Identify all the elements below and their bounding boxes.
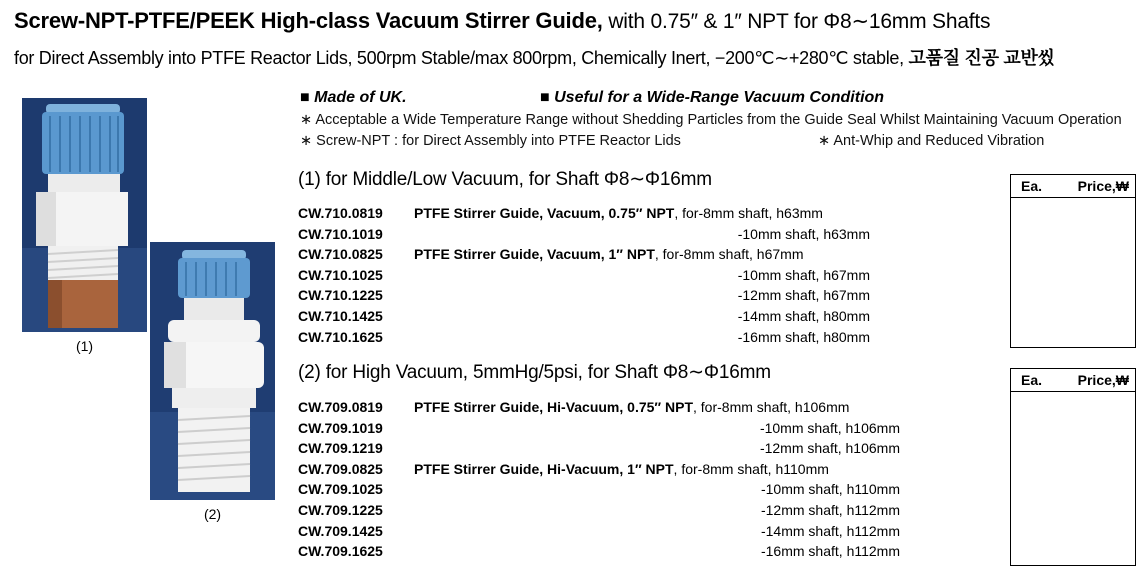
product-code: CW.710.1625 xyxy=(298,328,383,345)
product-description: -10mm shaft, h106mm xyxy=(759,419,900,436)
product-description: -14mm shaft, h112mm xyxy=(760,522,900,539)
feature-made-in-uk: ■ Made of UK. xyxy=(300,89,407,106)
product-code: CW.709.1019 xyxy=(298,419,383,436)
product-code: CW.710.0825 xyxy=(298,246,383,263)
product-description: -10mm shaft, h67mm xyxy=(737,266,870,283)
product-description: -12mm shaft, h67mm xyxy=(737,287,870,304)
product-code: CW.710.1025 xyxy=(298,266,383,283)
product-description: -14mm shaft, h80mm xyxy=(737,308,870,324)
subtitle-korean: 고품질 진공 교반씼 xyxy=(908,48,1055,68)
stirrer-guide-2-image xyxy=(150,242,275,500)
product-description xyxy=(414,397,849,417)
feature-vacuum-range: ■ Useful for a Wide-Range Vacuum Condition xyxy=(540,89,885,106)
page-subtitle xyxy=(14,44,1055,70)
product-code: CW.709.1219 xyxy=(298,440,383,457)
section-1-heading: (1) for Middle/Low Vacuum, for Shaft Φ8∼Φ16mm xyxy=(298,169,712,190)
product-spec: , for-8mm shaft, h67mm xyxy=(654,246,804,263)
product-description: -10mm shaft, h63mm xyxy=(737,225,870,242)
ea-header: Ea. xyxy=(1021,372,1043,388)
product-name: PTFE Stirrer Guide, Hi-Vacuum, 1″ NPT xyxy=(414,460,674,477)
product-name: PTFE Stirrer Guide, Hi-Vacuum, 0.75″ NPT xyxy=(414,399,694,415)
note-anti-whip: ∗ Ant-Whip and Reduced Vibration xyxy=(818,133,1045,149)
product-code: CW.710.1225 xyxy=(298,287,383,304)
subtitle-text: for Direct Assembly into PTFE Reactor Lids, 500rpm Stable/max 800rpm, Chemically Inert, −200℃∼+280℃ stable, xyxy=(14,48,904,68)
product-description: -16mm shaft, h80mm xyxy=(737,328,870,345)
title-main: Screw-NPT-PTFE/PEEK High-class Vacuum Stirrer Guide, xyxy=(14,8,603,33)
product-name: PTFE Stirrer Guide, Vacuum, 1″ NPT xyxy=(414,246,655,263)
product-code: CW.709.1025 xyxy=(298,481,383,498)
title-tail: with 0.75″ & 1″ NPT for Φ8∼16mm Shafts xyxy=(608,10,991,33)
product-code: CW.710.1425 xyxy=(298,308,383,324)
price-header: Price,₩ xyxy=(1077,372,1129,388)
product-name: PTFE Stirrer Guide, Vacuum, 0.75″ NPT xyxy=(414,205,675,221)
product-spec: , for-8mm shaft, h63mm xyxy=(674,205,823,221)
product-code: CW.710.1019 xyxy=(298,225,383,242)
product-code: CW.709.1425 xyxy=(298,522,383,539)
section-2-heading: (2) for High Vacuum, 5mmHg/5psi, for Shaft Φ8∼Φ16mm xyxy=(298,362,771,383)
product-description xyxy=(414,244,803,264)
section-2-price-box xyxy=(1010,368,1136,566)
product-photo-2 xyxy=(150,242,275,500)
photo-2-caption: (2) xyxy=(203,506,222,522)
product-code: CW.709.0819 xyxy=(298,399,383,415)
product-spec: , for-8mm shaft, h106mm xyxy=(693,399,850,415)
product-description xyxy=(414,203,823,223)
product-photo-1 xyxy=(22,98,147,332)
product-code: CW.710.0819 xyxy=(298,205,383,221)
note-screw-npt: ∗ Screw-NPT : for Direct Assembly into PTFE Reactor Lids xyxy=(300,133,681,149)
product-description xyxy=(414,459,829,479)
stirrer-guide-1-image xyxy=(22,98,147,332)
note-temperature: ∗ Acceptable a Wide Temperature Range without Shedding Particles from the Guide Seal Whilst Maintaining Vacuum Operation xyxy=(300,112,1122,128)
product-code: CW.709.1225 xyxy=(298,502,383,518)
page-title xyxy=(14,8,990,34)
product-description: -12mm shaft, h112mm xyxy=(760,502,900,518)
product-code: CW.709.1625 xyxy=(298,543,383,560)
section-1-price-box xyxy=(1010,174,1136,348)
product-description: -12mm shaft, h106mm xyxy=(759,440,900,457)
product-code: CW.709.0825 xyxy=(298,460,383,477)
product-description: -16mm shaft, h112mm xyxy=(760,543,900,560)
price-header: Price,₩ xyxy=(1077,178,1129,194)
photo-1-caption: (1) xyxy=(75,338,94,354)
product-description: -10mm shaft, h110mm xyxy=(760,481,900,498)
product-spec: , for-8mm shaft, h110mm xyxy=(673,460,829,477)
ea-header: Ea. xyxy=(1021,178,1043,194)
